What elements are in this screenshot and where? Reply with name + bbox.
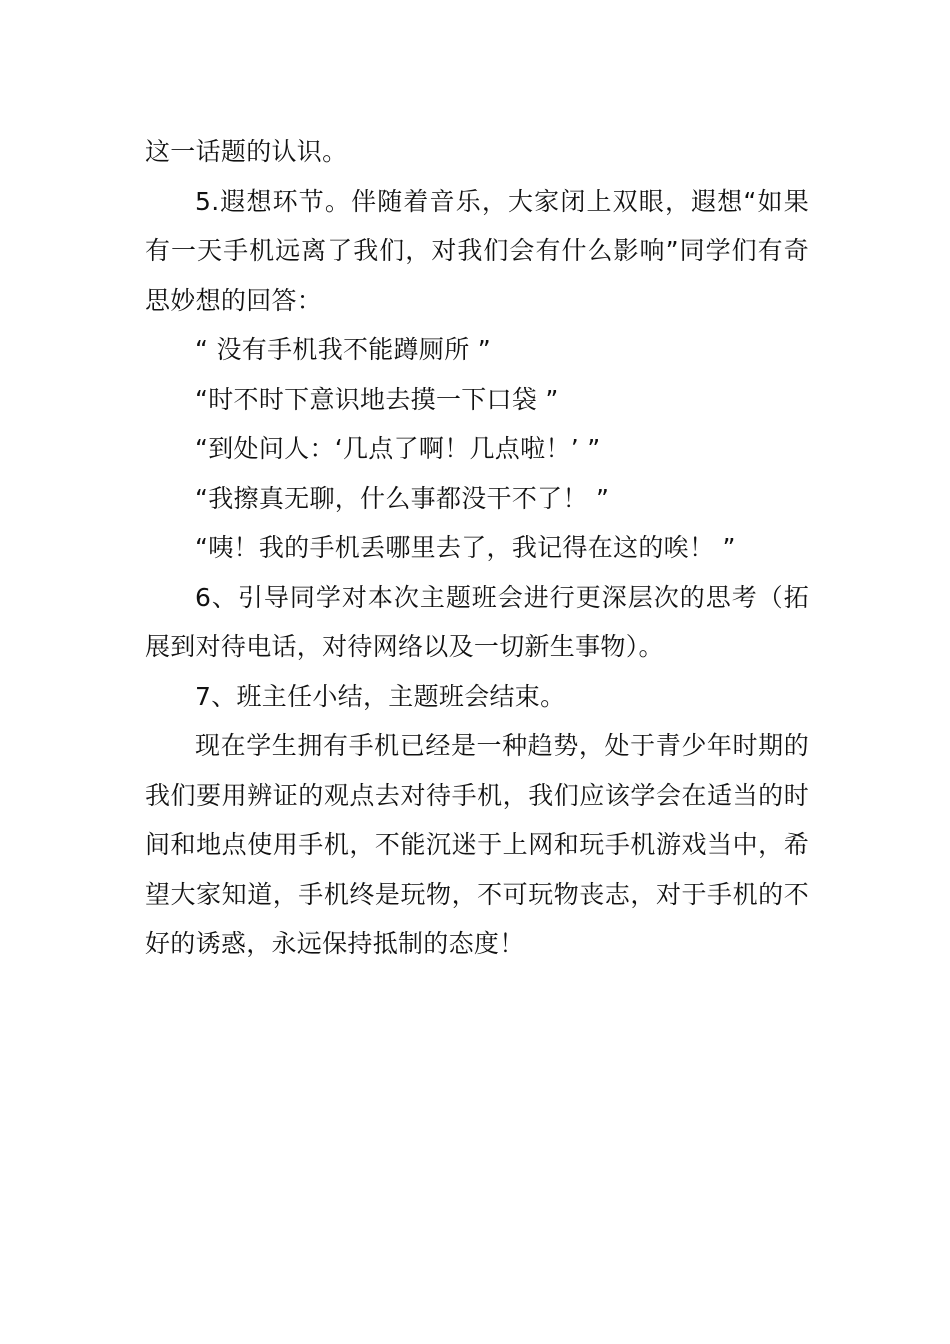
quote-answer-3: “到处问人：‘几点了啊！几点啦！’ ”	[195, 434, 601, 463]
document-body	[145, 127, 809, 969]
quote-answer-4: “我擦真无聊，什么事都没干不了！ ”	[195, 483, 610, 513]
paragraph-conclusion: 现在学生拥有手机已经是一种趋势，处于青少年时期的我们要用辨证的观点去对待手机，我们应该学会在适当的时间和地点使用手机，不能沉迷于上网和玩手机游戏当中，希望大家知道，手机终是玩物，不可玩物丧志，对于手机的不好的诱惑，永远保持抵制的态度！	[145, 731, 809, 958]
paragraph-step-7: 7、班主任小结，主题班会结束。	[195, 681, 566, 711]
paragraph-continuation: 这一话题的认识。	[145, 137, 348, 166]
quote-answer-5: “咦！我的手机丢哪里去了，我记得在这的唉！ ”	[195, 533, 736, 562]
quote-answer-2: “时不时下意识地去摸一下口袋 ”	[195, 384, 559, 414]
paragraph-step-5: 5.遐想环节。伴随着音乐，大家闭上双眼，遐想“如果有一天手机远离了我们，对我们会有什么影响”同学们有奇思妙想的回答：	[145, 186, 809, 315]
paragraph-step-6: 6、引导同学对本次主题班会进行更深层次的思考（拓展到对待电话，对待网络以及一切新生事物）。	[145, 582, 809, 661]
quote-answer-1: “ 没有手机我不能蹲厕所 ”	[195, 335, 491, 364]
